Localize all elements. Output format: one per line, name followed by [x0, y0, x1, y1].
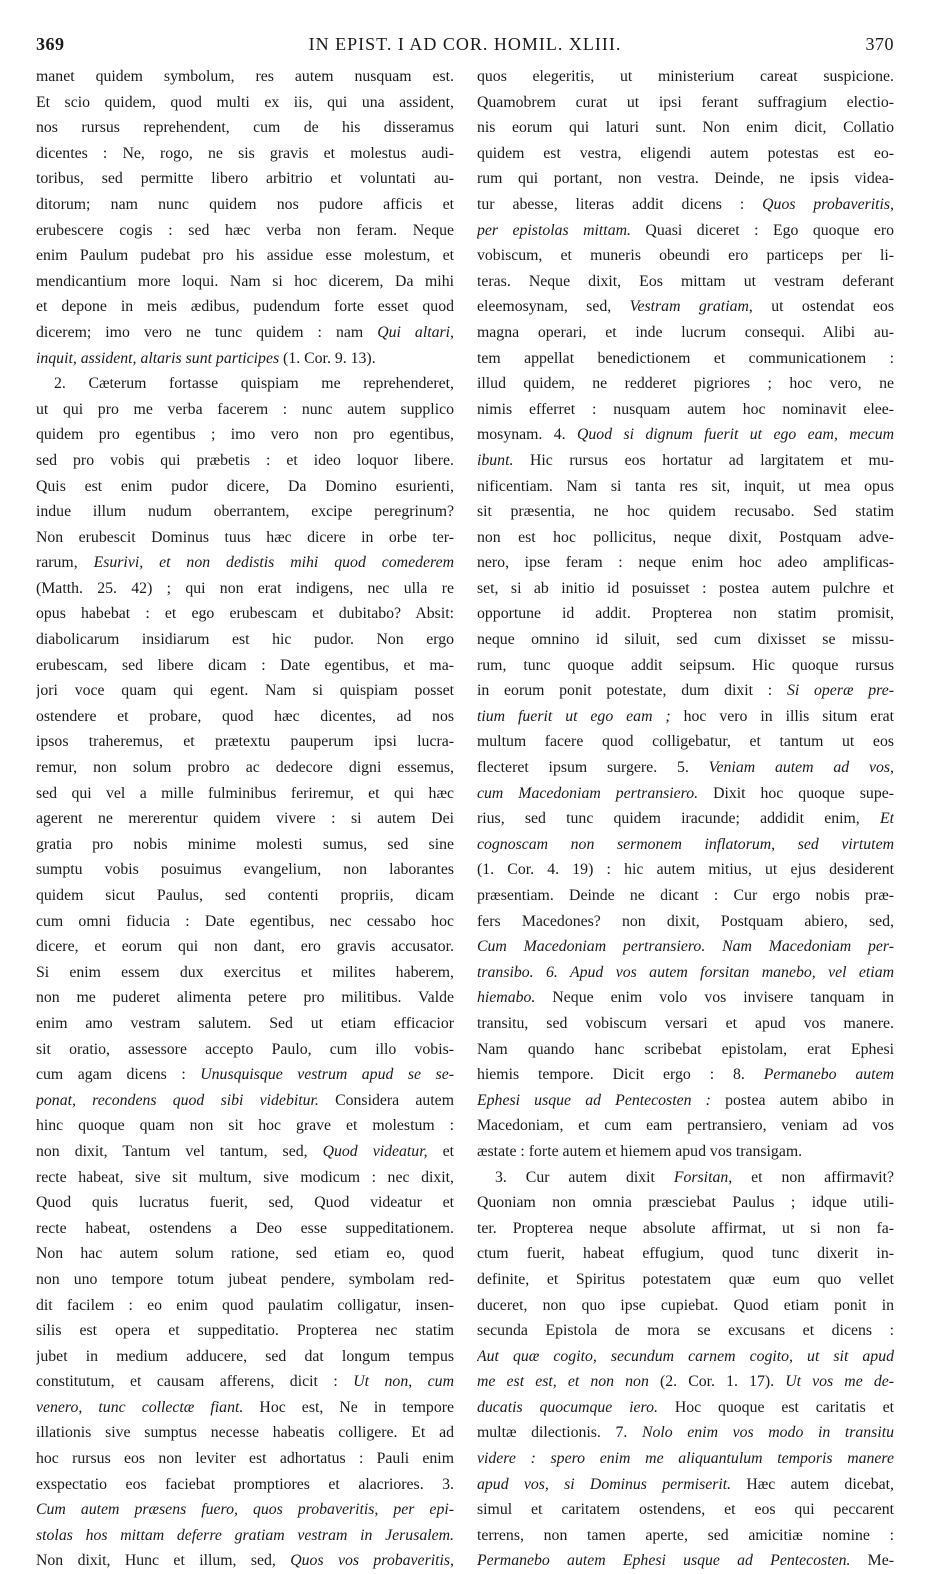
roman-text: et depone in meis ædibus, pudendum forte esset quod	[36, 298, 454, 316]
text-line	[477, 806, 894, 832]
text-line	[36, 1165, 454, 1191]
roman-text: recte habeat, sive sit multum, sive modicum : nec dixit,	[36, 1168, 454, 1186]
roman-text: Quis est enim pudor dicere, Da Domino esurienti,	[36, 477, 454, 495]
text-line	[477, 704, 894, 730]
roman-text: 3. Cur autem dixit	[495, 1168, 674, 1186]
text-line	[36, 90, 454, 116]
text-line	[477, 192, 894, 218]
text-line	[36, 601, 454, 627]
roman-text: Hæc autem dicebat,	[731, 1475, 894, 1493]
text-line	[477, 474, 894, 500]
text-line	[36, 141, 454, 167]
roman-text: secunda Epistola de mora se excusans et dicens :	[477, 1322, 894, 1340]
text-line	[36, 1369, 454, 1395]
text-line	[36, 883, 454, 909]
italic-text: Veniam autem ad vos,	[708, 759, 894, 777]
roman-text: ut qui pro me verba facerem : nunc autem supplico	[36, 400, 454, 418]
roman-text: ,	[450, 1552, 454, 1570]
text-line	[477, 550, 894, 576]
text-line	[36, 909, 454, 935]
text-line	[36, 294, 454, 320]
roman-text: Hic rursus eos hortatur ad largitatem et mu-	[513, 451, 894, 469]
roman-text: multum facere quod colligebatur, et tantum ut eos	[477, 733, 894, 751]
text-line	[36, 1497, 454, 1523]
italic-text: ducatis quocumque iero.	[477, 1398, 658, 1416]
roman-text: , et non affirmavit?	[728, 1168, 894, 1186]
roman-text: silis est opera et suppeditatio. Propterea nec statim	[36, 1322, 454, 1340]
text-line	[36, 729, 454, 755]
text-line	[477, 1011, 894, 1037]
text-line	[477, 371, 894, 397]
text-line	[477, 1472, 894, 1498]
running-title: IN EPIST. I AD COR. HOMIL. XLIII.	[308, 34, 622, 54]
text-line	[477, 320, 894, 346]
text-line	[36, 985, 454, 1011]
text-line	[477, 755, 894, 781]
roman-text: nis eorum qui laturi sunt. Non enim dicit, Collatio	[477, 119, 894, 137]
roman-text: enim amo vestram salutem. Sed ut etiam efficacior	[36, 1014, 454, 1032]
text-line	[477, 397, 894, 423]
roman-text: remur, non solum probro ac dedecore digni essemus,	[36, 759, 454, 777]
text-line	[477, 857, 894, 883]
text-line	[477, 1369, 894, 1395]
roman-text: Quasi diceret : Ego quoque ero	[630, 221, 894, 239]
text-line	[36, 474, 454, 500]
roman-text: neque omnino id siluit, sed cum dixisset se missu-	[477, 631, 894, 649]
roman-text: indue illum nudum oberrantem, excipe peregrinum?	[36, 503, 454, 521]
roman-text: sumptu vobis posuimus evangelium, non laborantes	[36, 861, 454, 879]
text-line	[36, 1190, 454, 1216]
italic-text: Aut quæ cogito, secundum carnem cogito, ut sit apud	[477, 1347, 894, 1365]
text-line	[36, 1293, 454, 1319]
text-line	[36, 1216, 454, 1242]
roman-text: quidem sicut Paulus, sed contenti propriis, dicam	[36, 887, 454, 904]
roman-text: simul et caritatem ostendens, et eos qui peccarent	[477, 1501, 894, 1519]
roman-text: erubescam, sed libere dicam : Date egentibus, et ma-	[36, 656, 454, 674]
italic-text: ponat, recondens quod sibi videbitur.	[36, 1091, 319, 1109]
roman-text: illationis sive sumptus necesse habeatis colligere. Et ad	[36, 1424, 454, 1442]
text-line	[477, 269, 894, 295]
roman-text: Non hac autem solum ratione, sed etiam eo, quod	[36, 1245, 454, 1263]
roman-text: Quod quis lucratus fuerit, sed, Quod videatur et	[36, 1194, 454, 1212]
roman-text: toribus, sed permitte libero arbitrio et voluntati au-	[36, 170, 454, 188]
roman-text: mendicantium more loqui. Nam si hoc dicerem, Da mihi	[36, 272, 454, 290]
roman-text: ctum fuerit, habeat effugium, quod tunc dixerit in-	[477, 1245, 894, 1263]
roman-text: (1. Cor. 4. 19) : hic autem mitius, ut ejus desiderent	[477, 861, 894, 879]
roman-text: magna operari, et inde lucrum consequi. Alibi au-	[477, 323, 894, 341]
text-line	[477, 985, 894, 1011]
text-line	[477, 1497, 894, 1523]
roman-text: hinc quoque quam non sit hoc grave et molestum :	[36, 1117, 454, 1135]
text-line	[477, 729, 894, 755]
italic-text: Et	[879, 810, 894, 828]
text-line	[477, 883, 894, 909]
roman-text: (Matth. 25. 42) ; qui non erat indigens, nec ulla re	[36, 579, 454, 597]
roman-text: opportune id addit. Propterea non statim promisit,	[477, 605, 894, 623]
text-line	[36, 1241, 454, 1267]
page-number-left: 369	[36, 34, 65, 54]
roman-text: Neque enim volo vos invisere tanquam in	[535, 989, 894, 1007]
italic-text: Permanebo autem	[763, 1066, 894, 1084]
italic-text: Quos probaveritis,	[762, 195, 894, 213]
text-line	[36, 934, 454, 960]
text-line	[477, 64, 894, 90]
text-line	[477, 166, 894, 192]
roman-text: vobiscum, et muneris obeundi ero particeps per li-	[477, 247, 894, 265]
text-line	[36, 1037, 454, 1063]
text-line	[477, 1165, 894, 1191]
text-line	[477, 1344, 894, 1370]
roman-text: Quamobrem curat ut ipsi ferant suffragium electio-	[477, 93, 894, 111]
roman-text: jori voce quam qui egent. Nam si quispiam posset	[36, 682, 454, 700]
roman-text: non est hoc pollicitus, neque dixit, Postquam adve-	[477, 528, 894, 546]
text-line	[36, 499, 454, 525]
text-line	[477, 346, 894, 372]
roman-text: jubet in medium adducere, sed dat longum tempus	[36, 1347, 454, 1365]
roman-text: recte habeat, ostendens a Deo esse suppeditationem.	[36, 1219, 454, 1237]
roman-text: dicentes : Ne, rogo, ne sis gravis et molestus audi-	[36, 144, 454, 162]
roman-text: sit præsentia, ne hoc quidem recusabo. Sed statim	[477, 503, 894, 521]
roman-text: Me-	[850, 1552, 894, 1570]
roman-text: Nam quando hanc scribebat epistolam, erat Ephesi	[477, 1040, 894, 1058]
text-line	[36, 1088, 454, 1114]
roman-text: terrens, non tamen aperte, sed amicitiæ nomine :	[477, 1526, 894, 1544]
text-line	[36, 832, 454, 858]
text-line	[36, 1267, 454, 1293]
text-line	[36, 1548, 454, 1574]
italic-text: per epistolas mittam.	[477, 221, 631, 239]
text-line	[36, 1062, 454, 1088]
text-line	[36, 704, 454, 730]
italic-text: Cum autem præsens fuero, quos probaveritis, per epi-	[36, 1501, 454, 1519]
text-line	[477, 422, 894, 448]
roman-text: Dixit hoc quoque supe-	[698, 784, 894, 802]
roman-text: non me puderet alimenta petere pro militibus. Valde	[36, 989, 454, 1007]
text-line	[477, 1037, 894, 1063]
roman-text: cum agam dicens :	[36, 1066, 201, 1084]
roman-text: cum omni fiducia : Date egentibus, nec cessabo hoc	[36, 912, 454, 930]
text-line	[36, 422, 454, 448]
text-line	[36, 525, 454, 551]
roman-text: (1. Cor. 9. 13).	[279, 349, 376, 367]
text-line	[36, 448, 454, 474]
roman-text: duceret, non quo ipse cupiebat. Quod etiam ponit in	[477, 1296, 894, 1314]
text-line	[36, 1113, 454, 1139]
text-line	[477, 1267, 894, 1293]
text-line	[477, 781, 894, 807]
roman-text: dicere, et eorum qui non dant, ero gravis accusator.	[36, 938, 454, 956]
text-line	[477, 525, 894, 551]
text-line	[36, 576, 454, 602]
roman-text: æstate : forte autem et hiemem apud vos transigam.	[477, 1142, 803, 1160]
roman-text: Macedoniam, et cum eam pertransiero, veniam ad vos	[477, 1117, 894, 1135]
text-line	[477, 1113, 894, 1139]
roman-text: exspectatio eos faciebat promptiores et alacriores. 3.	[36, 1475, 454, 1493]
italic-text: venero, tunc collectæ fiant.	[36, 1398, 244, 1416]
roman-text: agerent ne mererentur quidem vivere : si autem Dei	[36, 810, 454, 828]
text-line	[477, 294, 894, 320]
text-line	[477, 576, 894, 602]
text-line	[36, 1420, 454, 1446]
text-line	[477, 1523, 894, 1549]
italic-text: Ut vos me de-	[785, 1373, 894, 1391]
text-line	[36, 678, 454, 704]
italic-text: inquit, assident, altaris sunt participes	[36, 349, 280, 367]
text-line	[477, 1241, 894, 1267]
roman-text: eleemosynam, sed,	[477, 298, 630, 316]
roman-text: quidem est vestra, eligendi autem potestas est eo-	[477, 144, 894, 162]
roman-text: sed qui vel a mille fulminibus feriremur, et qui hæc	[36, 784, 454, 802]
text-line	[36, 1395, 454, 1421]
text-line	[477, 960, 894, 986]
italic-text: Permanebo autem Ephesi usque ad Pentecosten.	[477, 1552, 851, 1570]
text-line	[477, 934, 894, 960]
italic-text: cum Macedoniam pertransiero.	[477, 784, 699, 802]
text-line	[36, 653, 454, 679]
roman-text: illud quidem, ne redderet pigriores ; hoc vero, ne	[477, 375, 894, 393]
text-line	[36, 166, 454, 192]
roman-text: (2. Cor. 1. 17).	[648, 1373, 786, 1391]
roman-text: 2. Cæterum fortasse quispiam me reprehenderet,	[54, 375, 454, 393]
italic-text: Si operæ pre-	[786, 682, 894, 700]
italic-text: Quos vos probaveritis	[290, 1552, 451, 1570]
roman-text: rum, tunc quoque addit seipsum. Hic quoque rursus	[477, 656, 894, 674]
text-line	[477, 90, 894, 116]
right-text-column	[477, 64, 894, 1574]
italic-text: Ephesi usque ad Pentecosten :	[477, 1091, 711, 1109]
text-line	[477, 653, 894, 679]
text-line	[36, 960, 454, 986]
roman-text: flecteret ipsum surgere. 5.	[477, 759, 709, 777]
roman-text: mosynam. 4.	[477, 426, 577, 444]
roman-text: sed pro vobis qui præbetis : et ideo loquor libere.	[36, 451, 454, 469]
text-line	[477, 243, 894, 269]
italic-text: Esurivi, et non dedistis mihi quod comederem	[93, 554, 454, 572]
roman-text: nos rursus reprehendent, cum de his disseramus	[36, 119, 454, 137]
text-line	[477, 141, 894, 167]
roman-text: fers Macedones? non dixit, Postquam abiero, sed,	[477, 912, 894, 930]
text-line	[477, 448, 894, 474]
italic-text: stolas hos mittam deferre gratiam vestram in Jerusalem.	[36, 1526, 454, 1544]
text-line	[477, 1395, 894, 1421]
italic-text: hiemabo.	[477, 989, 536, 1007]
italic-text: videre : spero enim me aliquantulum temporis manere	[477, 1450, 894, 1468]
roman-text: , ut ostendat eos	[748, 298, 894, 316]
roman-text: ipsos traheremus, et prætextu pauperum ipsi lucra-	[36, 733, 454, 751]
text-line	[36, 806, 454, 832]
roman-text: set, si ab initio id posuisset : postea autem pulchre et	[477, 579, 894, 597]
italic-text: Nolo enim vos modo in transitu	[641, 1424, 894, 1442]
italic-text: ibunt.	[477, 451, 514, 469]
roman-text: non dixit, Tantum vel tantum, sed,	[36, 1142, 323, 1160]
text-line	[477, 1293, 894, 1319]
roman-text: Hoc est, Ne in tempore	[243, 1398, 454, 1416]
roman-text: Quoniam non omnia præsciebat Paulus ; idque utili-	[477, 1194, 894, 1212]
text-line	[36, 1139, 454, 1165]
roman-text: dit facilem : eo enim quod paulatim colligatur, insen-	[36, 1296, 454, 1314]
text-line	[36, 755, 454, 781]
roman-text: Considera autem	[318, 1091, 454, 1109]
italic-text: cognoscam non sermonem inflatorum, sed virtutem	[477, 835, 894, 853]
roman-text: ostendere et probare, quod hæc dicentes, ad nos	[36, 707, 454, 725]
italic-text: apud vos, si Dominus permiserit.	[477, 1475, 732, 1493]
roman-text: erubescere cogis : sed hæc verba non feram. Neque	[36, 221, 454, 239]
italic-text: Ut non, cum	[353, 1373, 454, 1391]
italic-text: Cum Macedoniam pertransiero. Nam Macedoniam per-	[477, 938, 894, 956]
roman-text: dicerem; imo vero ne tunc quidem : nam	[36, 323, 378, 341]
text-line	[477, 1548, 894, 1574]
text-line	[477, 1088, 894, 1114]
text-line	[36, 857, 454, 883]
italic-text: tium fuerit ut ego eam ;	[477, 707, 671, 725]
roman-text: Non erubescit Dominus tuus hæc dicere in orbe ter-	[36, 528, 454, 546]
text-line	[477, 499, 894, 525]
text-line	[477, 678, 894, 704]
text-line	[477, 1420, 894, 1446]
roman-text: ditorum; nam nunc quidem nos pudore afficis et	[36, 195, 454, 213]
roman-text: quos elegeritis, ut ministerium careat suspicione.	[477, 68, 894, 85]
text-line	[477, 115, 894, 141]
text-line	[36, 218, 454, 244]
roman-text: in eorum ponit potestate, dum dixit :	[477, 682, 787, 700]
roman-text: manet quidem symbolum, res autem nusquam est.	[36, 68, 454, 85]
roman-text: rarum,	[36, 554, 94, 572]
roman-text: non uno tempore totum jubeat pendere, symbolam red-	[36, 1270, 454, 1288]
roman-text: rius, sed tunc quidem iracunde; addidit enim,	[477, 810, 880, 828]
text-line	[36, 1472, 454, 1498]
italic-text: Quod videatur,	[322, 1142, 428, 1160]
text-line	[477, 1318, 894, 1344]
text-line	[36, 269, 454, 295]
roman-text: gratia pro nobis minime molesti sumus, sed sine	[36, 835, 454, 853]
text-line	[477, 832, 894, 858]
roman-text: nero, ipse feram : neque enim hoc adeo amplificas-	[477, 554, 894, 572]
text-line	[36, 781, 454, 807]
roman-text: sit oratio, assessore accepto Paulo, cum illo vobis-	[36, 1040, 454, 1058]
text-line	[477, 909, 894, 935]
roman-text: definite, et Spiritus potestatem quæ eum quo vellet	[477, 1270, 894, 1288]
italic-text: Forsitan	[673, 1168, 729, 1186]
roman-text: Et scio quidem, quod multi ex iis, qui una assident,	[36, 93, 454, 111]
text-line	[36, 64, 454, 90]
roman-text: transitu, sed vobiscum versari et apud vos manere.	[477, 1014, 894, 1032]
roman-text: nificentiam. Nam si tanta res sit, inquit, ut mea opus	[477, 477, 894, 495]
roman-text: hiemis tempore. Dicit ergo : 8.	[477, 1066, 764, 1084]
text-line	[477, 218, 894, 244]
text-line	[36, 1523, 454, 1549]
text-line	[477, 627, 894, 653]
text-line	[477, 1446, 894, 1472]
roman-text: tem appellat benedictionem et communicationem :	[477, 349, 894, 367]
text-line	[477, 1139, 894, 1165]
text-line	[36, 1318, 454, 1344]
roman-text: hoc vero in illis situm erat	[670, 707, 894, 725]
italic-text: transibo. 6. Apud vos autem forsitan manebo, vel etiam	[477, 963, 894, 981]
italic-text: Unusquisque vestrum apud se se-	[200, 1066, 454, 1084]
roman-text: postea autem abibo in	[710, 1091, 894, 1109]
roman-text: multæ dilectionis. 7.	[477, 1424, 642, 1442]
left-text-column	[36, 64, 454, 1574]
text-line	[36, 192, 454, 218]
roman-text: enim Paulum pudebat pro his assidue esse molestum, et	[36, 247, 454, 265]
text-line	[36, 1344, 454, 1370]
text-line	[36, 397, 454, 423]
roman-text: Hoc quoque est caritatis et	[657, 1398, 894, 1416]
roman-text: et	[427, 1142, 454, 1160]
roman-text: nimis efferret : nusquam autem hoc nominavit elee-	[477, 400, 894, 418]
text-line	[36, 1446, 454, 1472]
text-line	[36, 346, 454, 372]
text-line	[477, 601, 894, 627]
text-line	[36, 371, 454, 397]
running-header	[36, 34, 894, 58]
text-line	[36, 115, 454, 141]
text-line	[36, 320, 454, 346]
page-number-right: 370	[865, 34, 894, 54]
roman-text: quidem pro egentibus ; imo vero non pro egentibus,	[36, 426, 454, 444]
roman-text: constitutum, et causam afferens, dicit :	[36, 1373, 354, 1391]
text-line	[36, 550, 454, 576]
text-line	[36, 1011, 454, 1037]
roman-text: rum qui portant, non vestra. Deinde, ne ipsis videa-	[477, 170, 894, 188]
text-line	[36, 627, 454, 653]
italic-text: Vestram gratiam	[629, 298, 749, 316]
roman-text: hoc rursus eos non leviter est adhortatus : Pauli enim	[36, 1450, 454, 1468]
text-line	[477, 1216, 894, 1242]
text-line	[477, 1190, 894, 1216]
italic-text: me est est, et non non	[477, 1373, 649, 1391]
roman-text: præsentiam. Deinde ne dicant : Cur ergo nobis præ-	[477, 887, 894, 904]
italic-text: Quod si dignum fuerit ut ego eam, mecum	[577, 426, 894, 444]
roman-text: diabolicarum insidiarum est hic pudor. Non ergo	[36, 631, 454, 649]
text-line	[477, 1062, 894, 1088]
roman-text: Si enim essem dux exercitus et milites haberem,	[36, 963, 454, 981]
roman-text: opus habebat : et ego erubescam et dubitabo? Absit:	[36, 605, 454, 623]
text-line	[36, 243, 454, 269]
roman-text: teras. Neque dixit, Eos mittam ut vestram deferant	[477, 272, 894, 290]
italic-text: Qui altari,	[377, 323, 454, 341]
roman-text: ter. Propterea neque absolute affirmat, ut si non fa-	[477, 1219, 894, 1237]
roman-text: Non dixit, Hunc et illum, sed,	[36, 1552, 291, 1570]
roman-text: tur abesse, literas addit dicens :	[477, 195, 763, 213]
